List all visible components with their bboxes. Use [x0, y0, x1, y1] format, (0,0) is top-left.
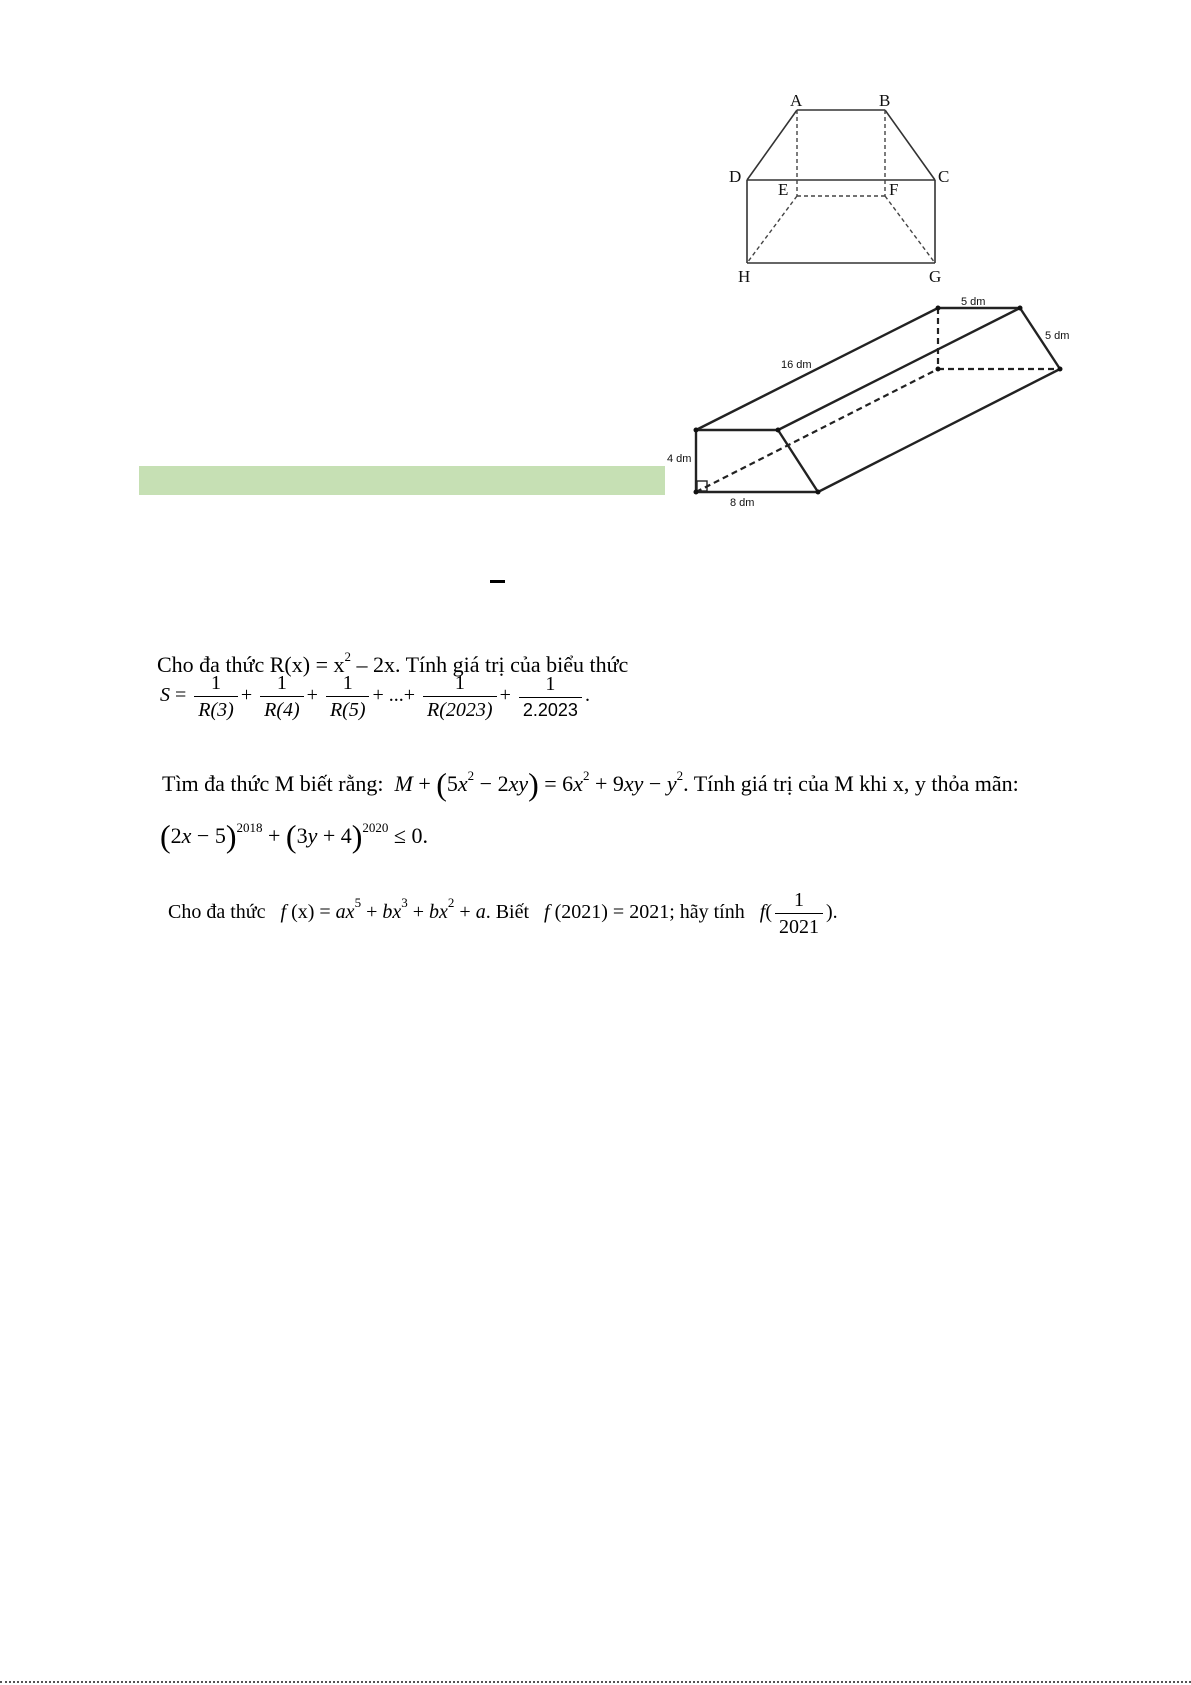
- dim-bottom: 8 dm: [730, 497, 755, 509]
- trapezoid-figure: [720, 85, 970, 290]
- fraction-r3: $\frac{1}{R(3)}$: [194, 673, 238, 720]
- label-a: A: [790, 91, 803, 110]
- highlight-band: [139, 466, 665, 495]
- fraction-r5: $\frac{1}{R(5)}$: [326, 673, 370, 720]
- problem2-condition: $(2x - 5)^{2018} + (3y + 4)^{2020} \le 0$.: [160, 818, 428, 854]
- dim-length: 16 dm: [781, 359, 812, 371]
- problem1-intro: Cho đa thức $R(x) = x^2 - 2x$. Tính giá trị của biểu thức: [157, 649, 629, 677]
- footer-dotted-line: [0, 1681, 1191, 1683]
- problem1-formula: S = $\frac{1}{R(3)}$ + $\frac{1}{R(4)}$ + $\frac{1}{R(5)}$ + ...+ $\frac{1}{R(2023)}$ + $\frac{1}{2.2023}$ .: [160, 672, 590, 721]
- problem3-line: Cho đa thức f $(x) = ax^5 + bx^3 + bx^2 + a$. Biết f (2021) = 2021; hãy tính f( $\frac{1}{2021}$ ).: [168, 889, 838, 938]
- label-b: B: [879, 91, 891, 110]
- problem2-line1: Tìm đa thức M biết rằng: $M + (5x^2 - 2xy) = 6x^2 + 9xy - y^2$. Tính giá trị của M khi x, y thỏa mãn:: [162, 766, 1019, 802]
- fraction-r2023: $\frac{1}{R(2023)}$: [423, 673, 497, 720]
- label-e: E: [778, 180, 789, 199]
- label-c: C: [938, 167, 950, 186]
- label-g: G: [929, 267, 942, 286]
- fraction-r4: $\frac{1}{R(4)}$: [260, 673, 304, 720]
- dash-mark: [490, 580, 505, 583]
- dim-slant: 5 dm: [1045, 330, 1070, 342]
- label-f: F: [889, 180, 899, 199]
- dim-top: 5 dm: [961, 296, 986, 308]
- fraction-1-2021: $\frac{1}{2021}$: [775, 890, 823, 937]
- label-h: H: [738, 267, 751, 286]
- prism-figure: [660, 290, 1080, 515]
- dim-height: 4 dm: [667, 453, 692, 465]
- label-d: D: [729, 167, 742, 186]
- fraction-extra: $\frac{1}{2.2023}$: [519, 674, 582, 719]
